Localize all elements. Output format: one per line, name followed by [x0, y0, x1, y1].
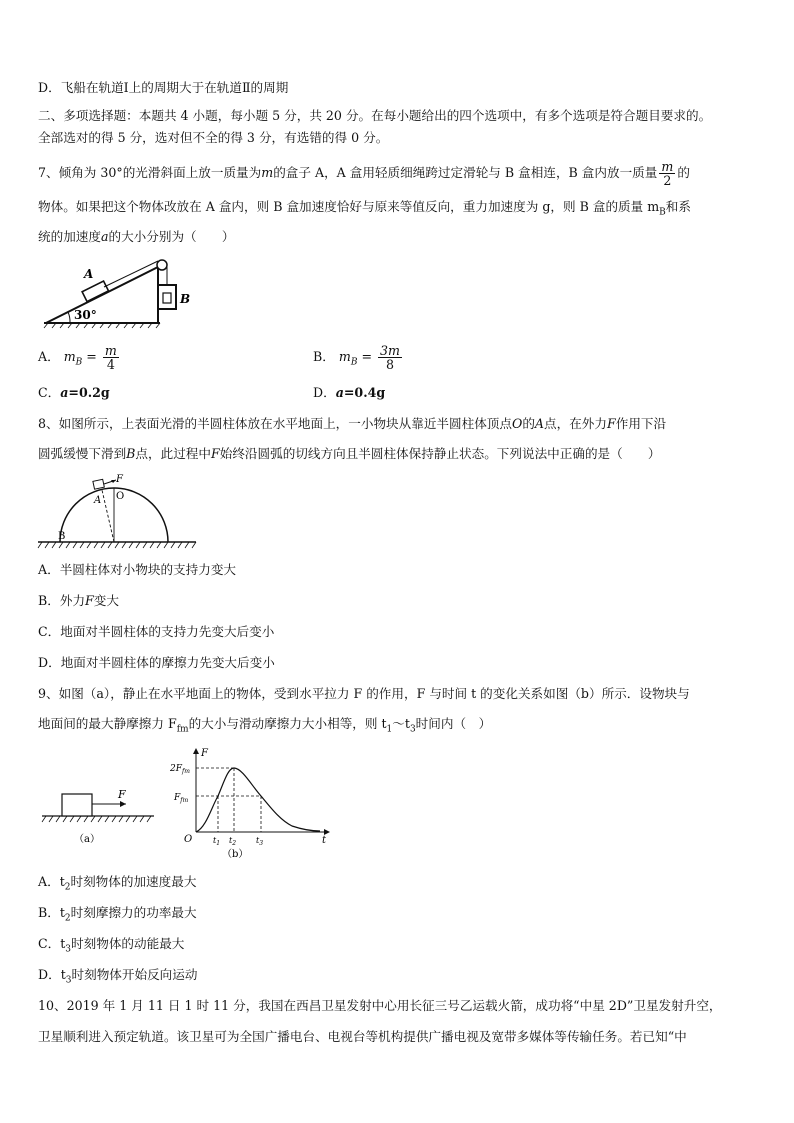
fraction-numerator: 3m	[380, 343, 400, 358]
origin-label: O	[184, 834, 193, 845]
value: =0.2g	[68, 385, 110, 400]
q8-option-d: D．地面对半圆柱体的摩擦力先变大后变小	[38, 655, 275, 670]
q10-stem-line2: 卫星顺利进入预定轨道。该卫星可为全国广播电台、电视台等机构提供广播电视及宽带多媒体等传输任务。若已知“中	[38, 1029, 687, 1044]
q7-text: 统的加速度	[38, 229, 101, 244]
q9-option-c	[38, 936, 184, 958]
q9-sub: 2	[64, 913, 71, 924]
q9-force-label: F	[118, 788, 126, 801]
q8-text: 8、如图所示，上表面光滑的半圆柱体放在水平地面上，一小物块从靠近半圆柱体顶点	[38, 416, 512, 431]
q7-text: 的盒子 A，A 盒用轻质细绳跨过定滑轮与 B 盒相连，B 盒内放一质量	[273, 165, 658, 180]
y-axis-label: F	[201, 748, 208, 759]
q8-text: B．外力	[38, 593, 86, 608]
q7-label-b: B	[180, 292, 191, 306]
section2-heading-line2: 全部选对的得 5 分，选对但不全的得 3 分，有选错的得 0 分。	[38, 130, 389, 145]
q8-option-b	[38, 593, 119, 609]
sub: B	[75, 357, 83, 368]
q7-stem-line3	[38, 229, 234, 245]
q9-text: 时间内（ ）	[415, 716, 492, 731]
q9-stem-line1: 9、如图（a），静止在水平地面上的物体，受到水平拉力 F 的作用，F 与时间 t 的变化关系如图（b）所示．设物块与	[38, 686, 690, 701]
q8-var: O	[511, 416, 523, 431]
fraction-numerator: m	[104, 343, 117, 358]
q7-angle-label: 30°	[74, 308, 97, 322]
q9-text: ～t	[392, 716, 410, 731]
q8-fig-label-o: O	[116, 491, 125, 502]
option-prefix: C．	[38, 385, 61, 400]
q9-sub: 1	[386, 724, 393, 735]
q7-option-a	[38, 344, 121, 371]
q7-text: 物体。如果把这个物体改放在 A 盒内，则 B 盒加速度恰好与原来等值反向，重力加速度为 g，则 B 盒的质量 m	[38, 199, 660, 214]
q7-text: 和系	[665, 199, 691, 214]
q9-text: 地面间的最大静摩擦力 F	[38, 716, 177, 731]
option-prefix: D．	[313, 385, 336, 400]
var: m	[338, 349, 351, 364]
q9-caption-a: （a）	[74, 834, 100, 845]
q7-text: 7、倾角为 30°的光滑斜面上放一质量为	[38, 165, 262, 180]
q9-stem-line2	[38, 716, 491, 738]
q9-option-a	[38, 874, 196, 896]
q8-fig-label-f: F	[116, 474, 123, 485]
var: a	[60, 385, 69, 400]
section2-heading-line1: 二、多项选择题：本题共 4 小题，每小题 5 分，共 20 分。在每小题给出的四个选项中，有多个选项是符合题目要求的。	[38, 108, 712, 123]
block	[62, 794, 92, 816]
q8-stem-line1	[38, 416, 666, 432]
q7-sub: B	[659, 207, 666, 218]
box-b	[158, 285, 176, 309]
q7-label-a: A	[84, 267, 94, 281]
q7-fraction	[659, 160, 675, 187]
y-tick-2ffm: $2F_{fm}$	[170, 764, 190, 775]
q9-text: 时刻物体的加速度最大	[70, 874, 197, 889]
value: =0.4g	[343, 385, 386, 400]
q9-option-b	[38, 905, 197, 927]
pulley	[157, 260, 167, 270]
fraction-denominator: 4	[106, 357, 115, 372]
var: m	[63, 349, 76, 364]
q7-optB-fraction	[378, 344, 402, 371]
q8-option-c: C．地面对半圆柱体的支持力先变大后变小	[38, 624, 275, 639]
q8-var: F	[210, 446, 220, 461]
q7-stem-line1	[38, 160, 690, 187]
q8-var: F	[85, 593, 94, 608]
q8-text: 变大	[93, 593, 119, 608]
small-block	[93, 479, 104, 489]
q8-text: 作用下沿	[615, 416, 667, 431]
q8-stem-line2	[38, 446, 661, 462]
q7-stem-line2	[38, 199, 691, 221]
q8-text: 的	[522, 416, 535, 431]
y-tick-ffm: $F_{fm}$	[174, 793, 189, 804]
t2-label: $t_2$	[229, 836, 237, 847]
option-prefix: A．	[38, 349, 60, 364]
q8-semicylinder-figure	[36, 472, 201, 552]
q7-option-c	[38, 385, 110, 401]
option-prefix: B．	[313, 349, 335, 364]
force-curve	[196, 768, 320, 832]
q9-text: C．t	[38, 936, 66, 951]
q9-sub: 2	[64, 882, 71, 893]
q9-figure-a	[40, 784, 160, 848]
var: a	[335, 385, 344, 400]
q9-text: 时刻物体开始反向运动	[71, 967, 198, 982]
q8-text: 圆弧缓慢下滑到	[38, 446, 127, 461]
q7-text: 的大小分别为（ ）	[108, 229, 235, 244]
q9-option-d	[38, 967, 197, 989]
q7-var-a: a	[100, 229, 109, 244]
q8-fig-label-b: B	[58, 531, 66, 542]
q7-incline-figure	[40, 253, 200, 329]
q8-text: 点，在外力	[544, 416, 607, 431]
q7-optA-fraction	[103, 344, 119, 371]
q6-option-d: D．飞船在轨道Ⅰ上的周期大于在轨道Ⅱ的周期	[38, 80, 289, 95]
fraction-numerator: m	[661, 159, 674, 174]
q10-stem-line1: 10、2019 年 1 月 11 日 1 时 11 分，我国在西昌卫星发射中心用长征三号乙运载火箭，成功将“中星 2D”卫星发射升空，	[38, 998, 722, 1013]
q9-text: A．t	[38, 874, 65, 889]
q9-caption-b: （b）	[222, 849, 249, 860]
fraction-denominator: 8	[385, 357, 394, 372]
q9-text: 的大小与滑动摩擦力大小相等，则 t	[188, 716, 387, 731]
q8-var: F	[606, 416, 616, 431]
t3-label: $t_3$	[256, 836, 264, 847]
q8-text: 点，此过程中	[135, 446, 211, 461]
q8-text: 始终沿圆弧的切线方向且半圆柱体保持静止状态。下列说法中正确的是（ ）	[219, 446, 661, 461]
q8-fig-label-a: A	[94, 495, 102, 506]
fraction-denominator: 2	[663, 173, 672, 188]
x-axis-label: t	[322, 835, 327, 846]
q7-text: 的	[677, 165, 690, 180]
q9-sub: fm	[176, 724, 189, 735]
equals: =	[82, 349, 101, 364]
q9-text: D．t	[38, 967, 66, 982]
equals: =	[357, 349, 377, 364]
q8-var: B	[126, 446, 136, 461]
q9-text: 时刻物体的动能最大	[71, 936, 185, 951]
q9-sub: 3	[65, 975, 72, 986]
q7-option-d	[313, 385, 385, 401]
q9-figure-b	[168, 744, 340, 864]
q9-sub: 3	[409, 724, 416, 735]
q9-text: B．t	[38, 905, 65, 920]
q9-sub: 3	[65, 944, 72, 955]
sub: B	[350, 357, 358, 368]
q7-var-m: m	[261, 165, 274, 180]
t1-label: $t_1$	[213, 836, 221, 847]
q8-var: A	[534, 416, 545, 431]
q9-text: 时刻摩擦力的功率最大	[70, 905, 197, 920]
q7-option-b	[313, 344, 404, 371]
q8-option-a: A．半圆柱体对小物块的支持力变大	[38, 562, 237, 577]
